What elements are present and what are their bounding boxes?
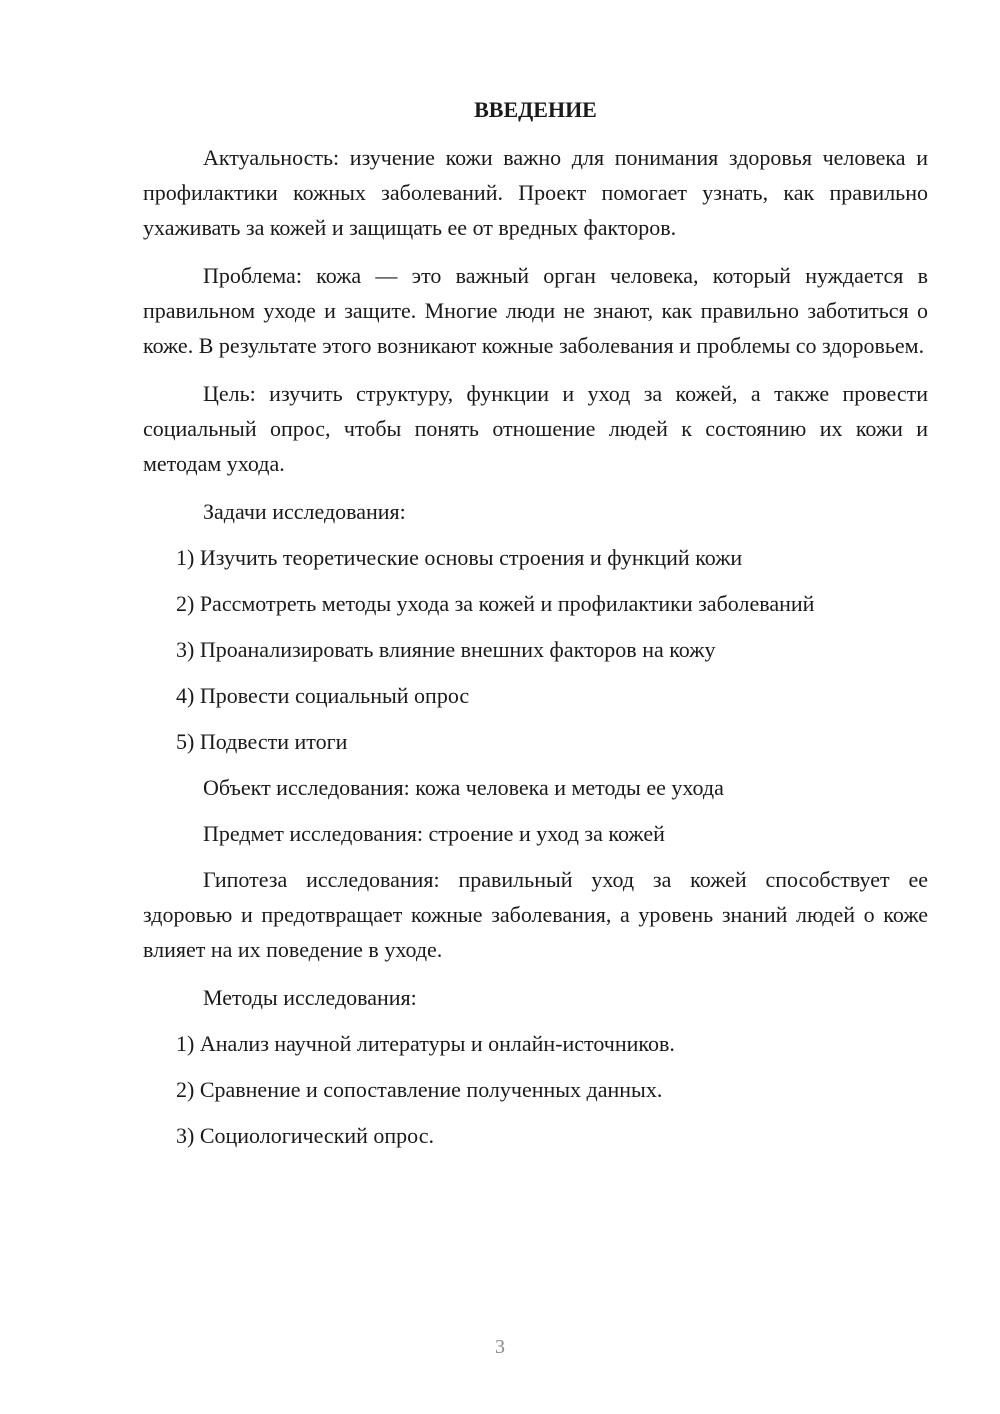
section-title: ВВЕДЕНИЕ (474, 97, 597, 122)
method-item: 1) Анализ научной литературы и онлайн-источников. (176, 1031, 675, 1056)
task-item: 2) Рассмотреть методы ухода за кожей и профилактики заболеваний (176, 591, 815, 616)
methods-list (143, 1026, 928, 1153)
task-item: 4) Провести социальный опрос (176, 683, 470, 708)
method-item: 2) Сравнение и сопоставление полученных данных. (176, 1077, 663, 1102)
methods-heading: Методы исследования: (203, 985, 417, 1010)
document-body (143, 92, 928, 1164)
task-item: 5) Подвести итоги (176, 729, 348, 754)
paragraph-relevance: Актуальность: изучение кожи важно для понимания здоровья человека и профилактики кожных заболеваний. Проект помогает узнать, как правильно ухаживать за кожей и защищать ее от вредных факторов. (143, 145, 928, 240)
task-item: 1) Изучить теоретические основы строения и функций кожи (176, 545, 743, 570)
task-item: 3) Проанализировать влияние внешних факторов на кожу (176, 637, 716, 662)
paragraph-subject: Предмет исследования: строение и уход за кожей (203, 821, 665, 846)
page-number: 3 (495, 1336, 505, 1358)
paragraph-goal: Цель: изучить структуру, функции и уход за кожей, а также провести социальный опрос, чтобы понять отношение людей к состоянию их кожи и методам ухода. (143, 381, 928, 476)
tasks-list (143, 540, 928, 759)
method-item: 3) Социологический опрос. (176, 1123, 434, 1148)
paragraph-object: Объект исследования: кожа человека и методы ее ухода (203, 775, 724, 800)
paragraph-hypothesis: Гипотеза исследования: правильный уход за кожей способствует ее здоровью и предотвращает кожные заболевания, а уровень знаний людей о коже влияет на их поведение в уходе. (143, 867, 928, 962)
tasks-heading: Задачи исследования: (203, 499, 406, 524)
paragraph-problem: Проблема: кожа — это важный орган человека, который нуждается в правильном уходе и защите. Многие люди не знают, как правильно заботиться о коже. В результате этого возникают кожные заболевания и проблемы со здоровьем. (143, 263, 928, 358)
